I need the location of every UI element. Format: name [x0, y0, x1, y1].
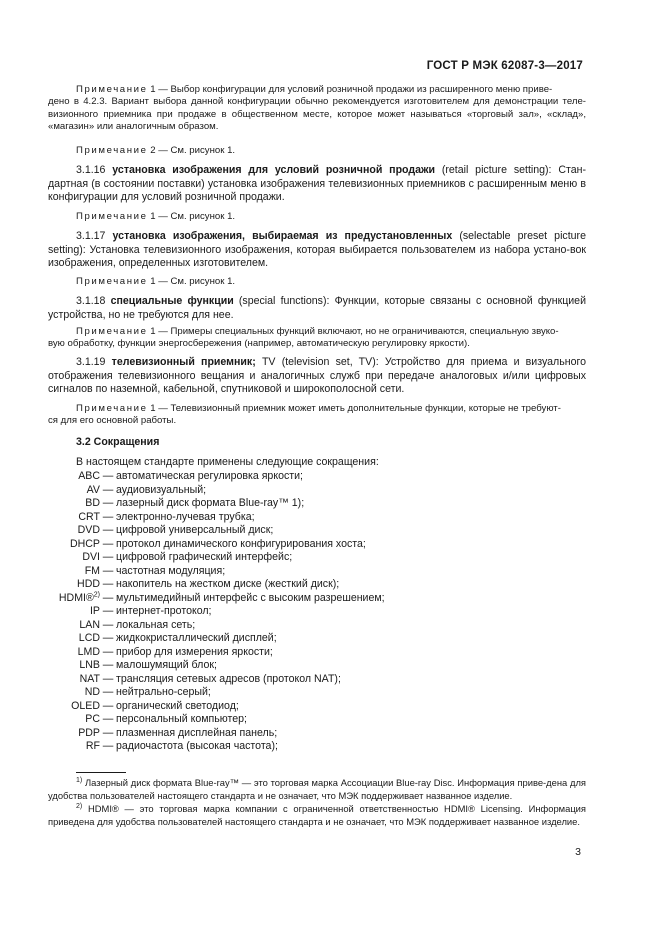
abbreviation-row: [48, 497, 586, 511]
abbreviation-value: органический светодиод;: [116, 699, 239, 712]
abbreviation-value: электронно-лучевая трубка;: [116, 510, 255, 523]
footnote-mark: 1): [76, 776, 83, 784]
abbreviation-row: [48, 578, 586, 592]
note-label: Примечание: [76, 326, 148, 337]
dash-separator: —: [102, 699, 114, 712]
abbreviation-key: [48, 578, 100, 592]
abbreviation-row: [48, 646, 586, 660]
footnote-mark: 2): [76, 802, 83, 810]
term-definition: (special functions): Функции, которые связаны с основной функцией устройства, но не требуются для нее.: [48, 295, 586, 321]
note-continuation: дено в 4.2.3. Вариант выбора данной конфигурации обычно рекомендуется изготовителем для демонстрации теле-визионного приемника при продаже в общественном месте, которое может называться «торговый зал», «склад», «магазин» или аналогичным образом.: [48, 96, 586, 133]
dash-separator: —: [102, 591, 114, 604]
abbreviation-key: [48, 632, 100, 646]
abbreviation-value: аудиовизуальный;: [116, 483, 207, 496]
dash-separator: —: [102, 578, 114, 590]
dash-separator: —: [102, 618, 114, 631]
abbreviation-value: интернет-протокол;: [116, 605, 212, 617]
abbreviation-row: [48, 592, 586, 606]
note-see-figure: [48, 145, 586, 157]
abbreviation-value: цифровой графический интерфейс;: [116, 551, 293, 563]
abbreviation-key-text: DVI: [82, 551, 100, 563]
term-number: 3.1.18: [76, 295, 111, 307]
page-number: 3: [575, 846, 581, 858]
abbreviation-key-text: AV: [86, 483, 100, 496]
abbreviation-key: [48, 484, 100, 498]
dash-separator: —: [102, 605, 114, 617]
dash-separator: —: [102, 659, 114, 671]
abbreviation-value: прибор для измерения яркости;: [116, 645, 273, 658]
abbreviation-value: протокол динамического конфигурирования хоста;: [116, 537, 366, 550]
note-continuation: вую обработку, функции энергосбережения (например, автоматическую регулировку яркости).: [48, 338, 470, 350]
abbreviation-key: [48, 592, 100, 606]
abbreviation-key-text: FM: [84, 564, 100, 577]
term-3-1-17: [48, 230, 586, 271]
dash-separator: —: [102, 497, 114, 509]
abbreviation-key: [48, 470, 100, 484]
abbreviation-row: [48, 713, 586, 727]
term-title: телевизионный приемник;: [111, 356, 256, 368]
abbreviation-row: [48, 673, 586, 687]
abbreviation-value: радиочастота (высокая частота);: [116, 740, 278, 752]
abbreviation-row: [48, 619, 586, 633]
abbreviation-value: трансляция сетевых адресов (протокол NAT);: [116, 672, 341, 685]
abbreviation-key-text: NAT: [79, 672, 100, 685]
abbreviation-value: персональный компьютер;: [116, 713, 247, 725]
note-continuation: ся для его основной работы.: [48, 415, 177, 427]
abbreviation-key-text: OLED: [71, 699, 100, 712]
abbreviation-key: [48, 605, 100, 619]
abbreviation-value: накопитель на жестком диске (жесткий диск);: [116, 578, 340, 590]
abbreviation-key: [48, 497, 100, 511]
abbreviation-key-text: RF: [85, 740, 100, 752]
dash-separator: —: [102, 726, 114, 739]
abbreviation-row: [48, 605, 586, 619]
note-label: Примечание: [76, 211, 148, 222]
abbreviation-key-text: BD: [85, 497, 100, 509]
abbreviation-list: [48, 470, 586, 754]
footnote-2: [48, 803, 586, 828]
footnote-text: Лазерный диск формата Blue-ray™ — это торговая марка Ассоциации Blue-ray Disc. Информация приве-дена для удобства пользователей настоящего стандарта и не означает, что МЭК поддерживает названное изделие.: [48, 777, 586, 801]
abbreviation-value: автоматическая регулировка яркости;: [116, 470, 303, 482]
abbreviation-key-text: CRT: [78, 510, 100, 523]
note-text: 1 — Примеры специальных функций включают, но не ограничиваются, специальную звуко-: [147, 326, 559, 337]
term-3-1-18: [48, 295, 586, 322]
abbreviation-value: мультимедийный интерфейс с высоким разрешением;: [116, 591, 385, 604]
dash-separator: —: [102, 645, 114, 658]
abbreviation-key-text: ABC: [78, 470, 100, 482]
dash-separator: —: [102, 632, 114, 644]
abbreviation-key-text: LNB: [79, 659, 100, 671]
abbreviation-row: [48, 740, 586, 754]
note-text: 1 — Телевизионный приемник может иметь дополнительные функции, которые не требуют-: [147, 403, 561, 414]
abbreviation-key: [48, 700, 100, 714]
note-label: Примечание: [76, 276, 148, 287]
term-3-1-19: [48, 356, 586, 397]
note-label: Примечание: [76, 84, 148, 95]
term-title: установка изображения, выбираемая из предустановленных: [112, 230, 453, 242]
dash-separator: —: [102, 483, 114, 496]
dash-separator: —: [102, 740, 114, 752]
abbreviation-row: [48, 551, 586, 565]
abbreviation-value: цифровой универсальный диск;: [116, 524, 274, 536]
abbreviation-value: лазерный диск формата Blue-ray™ 1);: [116, 497, 305, 509]
note-retail-config: [48, 84, 586, 134]
abbreviation-key: [48, 659, 100, 673]
abbreviation-key: [48, 551, 100, 565]
abbreviation-row: [48, 524, 586, 538]
dash-separator: —: [102, 524, 114, 536]
abbreviation-key-text: HDD: [77, 578, 100, 590]
abbreviation-key: [48, 619, 100, 633]
abbreviation-value: жидкокристаллический дисплей;: [116, 632, 277, 644]
term-number: 3.1.16: [76, 164, 113, 176]
abbreviation-key-text: LMD: [77, 645, 100, 658]
abbreviation-key-text: PC: [85, 713, 100, 725]
abbreviation-key: [48, 673, 100, 687]
dash-separator: —: [102, 537, 114, 550]
footnote-1: [48, 777, 586, 802]
abbreviation-row: [48, 511, 586, 525]
term-definition: (retail picture setting): Стан-дартная (в состоянии поставки) установка изображения телевизионных приемников с расширенным меню в конфигурации для условий розничной продажи.: [48, 164, 586, 204]
footnote-ref: 2): [93, 590, 100, 598]
term-number: 3.1.19: [76, 356, 112, 368]
note-text: 1 — Выбор конфигурации для условий розничной продажи из расширенного меню приве-: [147, 84, 553, 95]
footnote-text: HDMI® — это торговая марка компании с ограниченной ответственностью HDMI® Licensing. Информация приведена для удобства пользователей настоящего стандарта и не означает, что МЭК поддерживает названное изделие.: [48, 803, 586, 827]
dash-separator: —: [102, 551, 114, 563]
abbreviation-key-text: DHCP: [69, 537, 100, 550]
dash-separator: —: [102, 470, 114, 482]
abbreviation-value: нейтрально-серый;: [116, 686, 211, 698]
note-tv-set: [48, 403, 586, 428]
abbreviation-key: [48, 713, 100, 727]
term-number: 3.1.17: [76, 230, 113, 242]
dash-separator: —: [102, 564, 114, 577]
abbreviation-key: [48, 686, 100, 700]
abbreviation-value: частотная модуляция;: [116, 564, 226, 577]
abbreviation-key-text: LAN: [79, 618, 100, 631]
dash-separator: —: [102, 672, 114, 685]
note-see-figure: [48, 211, 586, 223]
note-text: 2 — См. рисунок 1.: [147, 145, 236, 156]
abbreviation-key-text: HDMI®: [58, 591, 94, 604]
term-3-1-16: [48, 164, 586, 205]
abbreviation-row: [48, 686, 586, 700]
note-label: Примечание: [76, 403, 148, 414]
dash-separator: —: [102, 713, 114, 725]
note-see-figure: [48, 276, 586, 288]
abbreviation-row: [48, 659, 586, 673]
abbreviation-key: [48, 740, 100, 754]
abbreviation-row: [48, 632, 586, 646]
abbreviation-key: [48, 511, 100, 525]
abbreviation-key: [48, 646, 100, 660]
section-heading: 3.2 Сокращения: [76, 436, 160, 448]
note-text: 1 — См. рисунок 1.: [147, 211, 236, 222]
abbreviation-key-text: IP: [89, 605, 100, 617]
term-title: установка изображения для условий розничной продажи: [112, 164, 436, 176]
abbreviation-key: [48, 565, 100, 579]
abbreviation-row: [48, 727, 586, 741]
abbreviation-key-text: ND: [84, 686, 100, 698]
abbreviation-row: [48, 700, 586, 714]
abbreviation-row: [48, 565, 586, 579]
abbreviation-key-text: LCD: [78, 632, 100, 644]
term-definition: TV (television set, TV): Устройство для приема и визуального отображения телевизионного вещания и аналогичных служб при передаче аналоговых и/или цифровых сигналов по наземной, кабельной, спутниковой и широкополосной сети.: [48, 356, 586, 396]
footnote-separator: [76, 772, 126, 773]
abbreviation-key-text: PDP: [78, 726, 100, 739]
abbreviation-key: [48, 727, 100, 741]
standard-designation: ГОСТ Р МЭК 62087-3—2017: [426, 60, 583, 72]
note-label: Примечание: [76, 145, 148, 156]
abbreviation-value: плазменная дисплейная панель;: [116, 726, 278, 739]
term-title: специальные функции: [110, 295, 234, 307]
dash-separator: —: [102, 686, 114, 698]
abbreviation-row: [48, 484, 586, 498]
abbreviation-value: малошумящий блок;: [116, 659, 217, 671]
abbreviation-row: [48, 538, 586, 552]
dash-separator: —: [102, 510, 114, 523]
abbreviation-row: [48, 470, 586, 484]
note-special-functions: [48, 326, 586, 351]
abbreviation-key-text: DVD: [77, 524, 100, 536]
abbreviation-key: [48, 538, 100, 552]
note-text: 1 — См. рисунок 1.: [147, 276, 236, 287]
abbreviation-key: [48, 524, 100, 538]
section-intro: В настоящем стандарте применены следующие сокращения:: [76, 456, 379, 468]
term-definition: (selectable preset picture setting): Установка телевизионного изображения, которая выбирается пользователем из набора устано-вок изображения, определенных изготовителем.: [48, 230, 586, 270]
abbreviation-value: локальная сеть;: [116, 618, 196, 631]
